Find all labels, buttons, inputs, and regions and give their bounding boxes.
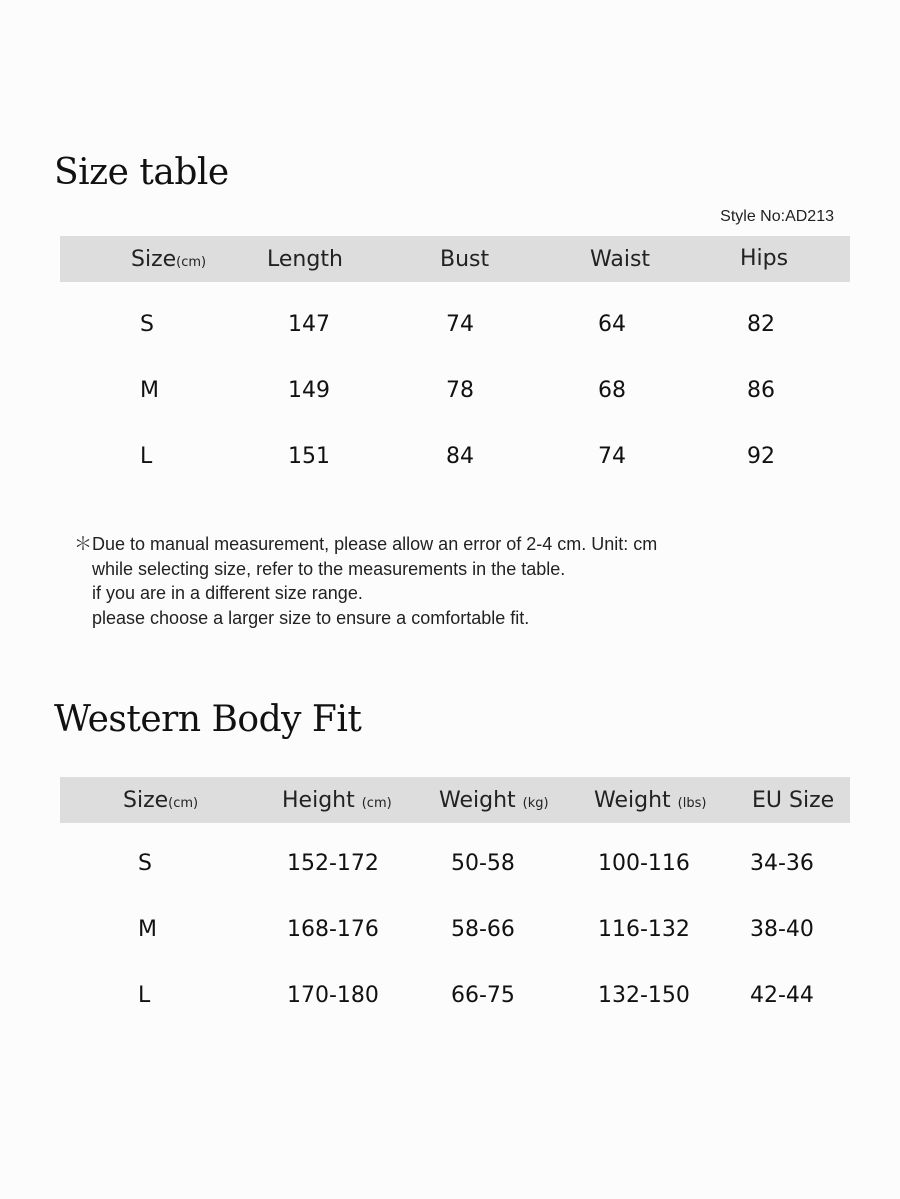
header-size-label: Size <box>123 787 169 813</box>
cell-size: S <box>138 850 152 876</box>
table-row <box>60 896 850 962</box>
size-table-title: Size table <box>54 152 229 193</box>
header-size-unit: (cm) <box>176 254 207 270</box>
cell-length: 147 <box>288 311 330 337</box>
header-weight-lbs-label: Weight <box>594 787 678 813</box>
header-hips: Hips <box>740 246 789 271</box>
note-line: please choose a larger size to ensure a comfortable fit. <box>92 607 530 628</box>
cell-size: L <box>138 982 151 1008</box>
cell-bust: 78 <box>446 377 474 403</box>
note-line: while selecting size, refer to the measurements in the table. <box>92 558 566 579</box>
cell-hips: 86 <box>747 377 775 403</box>
header-size-label: Size <box>131 246 177 272</box>
header-weight-kg <box>439 788 549 813</box>
measurement-note <box>74 532 657 630</box>
header-weight-lbs <box>594 788 706 813</box>
cell-weight-kg: 58-66 <box>451 916 515 942</box>
header-weight-kg-label: Weight <box>439 787 523 813</box>
cell-eu-size: 34-36 <box>750 850 814 876</box>
cell-eu-size: 38-40 <box>750 916 814 942</box>
cell-bust: 74 <box>446 311 474 337</box>
cell-length: 151 <box>288 443 330 469</box>
header-height-unit: (cm) <box>361 795 392 811</box>
cell-waist: 74 <box>598 443 626 469</box>
cell-hips: 82 <box>747 311 775 337</box>
table-row <box>60 357 850 423</box>
cell-weight-lbs: 100-116 <box>598 850 690 876</box>
cell-size: M <box>140 377 159 403</box>
header-size-unit: (cm) <box>168 795 199 811</box>
header-length: Length <box>267 246 343 272</box>
header-height <box>282 788 392 813</box>
cell-height: 152-172 <box>287 850 379 876</box>
note-line: if you are in a different size range. <box>92 583 363 603</box>
style-number: Style No:AD213 <box>720 208 834 225</box>
size-table <box>60 236 850 469</box>
cell-length: 149 <box>288 377 330 403</box>
cell-height: 168-176 <box>287 916 379 942</box>
header-weight-kg-unit: (kg) <box>522 795 549 811</box>
header-height-label: Height <box>282 787 362 813</box>
table-row <box>60 423 850 489</box>
cell-waist: 64 <box>598 311 626 337</box>
size-table-header <box>60 236 850 282</box>
cell-weight-kg: 66-75 <box>451 982 515 1008</box>
header-eu-size: EU Size <box>752 787 835 813</box>
header-size <box>131 247 206 272</box>
header-waist: Waist <box>590 246 651 272</box>
cell-size: M <box>138 916 157 942</box>
western-fit-header <box>60 777 850 823</box>
table-row <box>60 962 850 1028</box>
cell-hips: 92 <box>747 443 775 469</box>
western-fit-table <box>60 777 850 1008</box>
table-row <box>60 291 850 357</box>
header-size <box>123 788 198 813</box>
cell-weight-kg: 50-58 <box>451 850 515 876</box>
note-line: ＊Due to manual measurement, please allow an error of 2-4 cm. Unit: cm <box>74 534 658 554</box>
western-body-fit-title: Western Body Fit <box>54 699 362 740</box>
header-bust: Bust <box>440 246 490 272</box>
cell-waist: 68 <box>598 377 626 403</box>
cell-eu-size: 42-44 <box>750 982 814 1008</box>
cell-height: 170-180 <box>287 982 379 1008</box>
table-row <box>60 830 850 896</box>
cell-size: S <box>140 311 154 337</box>
cell-bust: 84 <box>446 443 474 469</box>
cell-weight-lbs: 132-150 <box>598 982 690 1008</box>
header-weight-lbs-unit: (lbs) <box>677 795 707 811</box>
cell-size: L <box>140 443 153 469</box>
cell-weight-lbs: 116-132 <box>598 916 690 942</box>
